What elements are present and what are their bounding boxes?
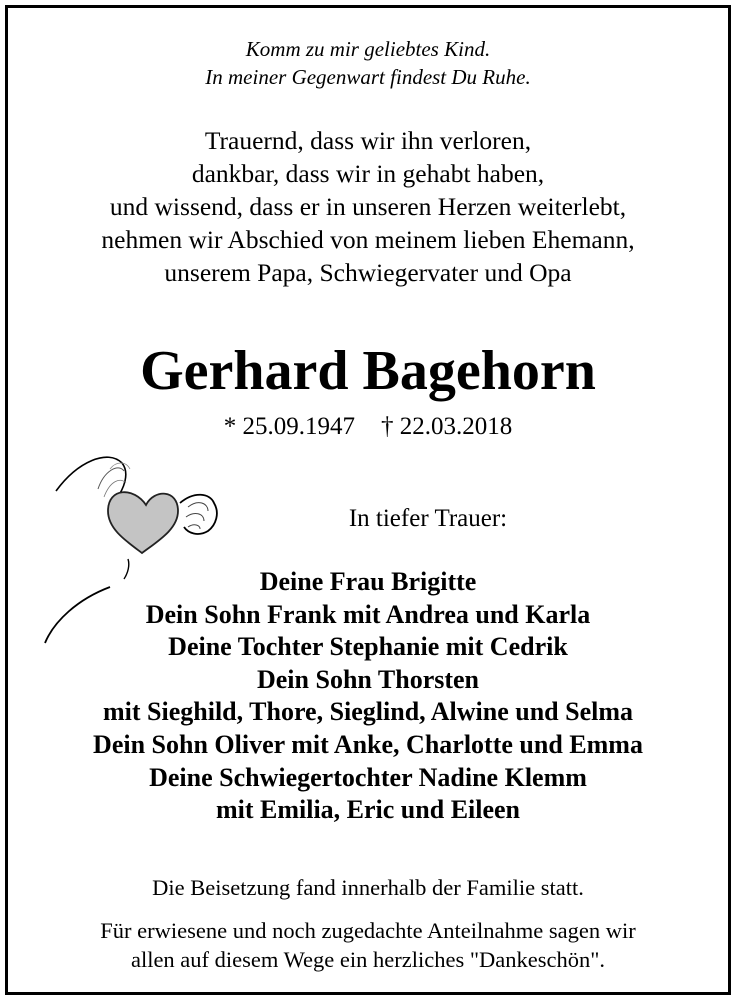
motto-line-2: In meiner Gegenwart findest Du Ruhe.	[205, 65, 531, 89]
intro-line-2: dankbar, dass wir in gehabt haben,	[191, 159, 545, 188]
intro-line-4: nehmen wir Abschied von meinem lieben Ehemann,	[101, 225, 635, 254]
obituary-notice	[5, 5, 731, 995]
mourning-heading: In tiefer Trauer:	[348, 505, 508, 532]
motto-line-1: Komm zu mir geliebtes Kind.	[245, 37, 491, 61]
family-line-4: Dein Sohn Thorsten	[256, 665, 480, 694]
family-line-5: mit Sieghild, Thore, Sieglind, Alwine und Selma	[103, 697, 633, 726]
intro-line-3: und wissend, dass er in unseren Herzen weiterlebt,	[109, 192, 627, 221]
life-dates	[8, 411, 728, 443]
thanks-line-1: Für erwiesene und noch zugedachte Anteilnahme sagen wir	[100, 918, 636, 943]
intro-line-5: unserem Papa, Schwiegervater und Opa	[164, 258, 572, 287]
family-line-2: Dein Sohn Frank mit Andrea und Karla	[145, 600, 591, 629]
intro-line-1: Trauernd, dass wir ihn verloren,	[204, 126, 532, 155]
birth-date: * 25.09.1947	[223, 413, 355, 440]
family-line-8: mit Emilia, Eric und Eileen	[215, 795, 521, 824]
family-line-1: Deine Frau Brigitte	[259, 567, 477, 596]
thanks-line-2: allen auf diesem Wege ein herzliches "Dankeschön".	[130, 947, 606, 972]
family-line-6: Dein Sohn Oliver mit Anke, Charlotte und Emma	[93, 730, 643, 759]
family-line-7: Deine Schwiegertochter Nadine Klemm	[149, 763, 587, 792]
deceased-name: Gerhard Bagehorn	[140, 340, 596, 402]
family-line-3: Deine Tochter Stephanie mit Cedrik	[168, 632, 568, 661]
death-date: † 22.03.2018	[381, 413, 513, 440]
burial-note: Die Beisetzung fand innerhalb der Familie statt.	[152, 875, 584, 900]
